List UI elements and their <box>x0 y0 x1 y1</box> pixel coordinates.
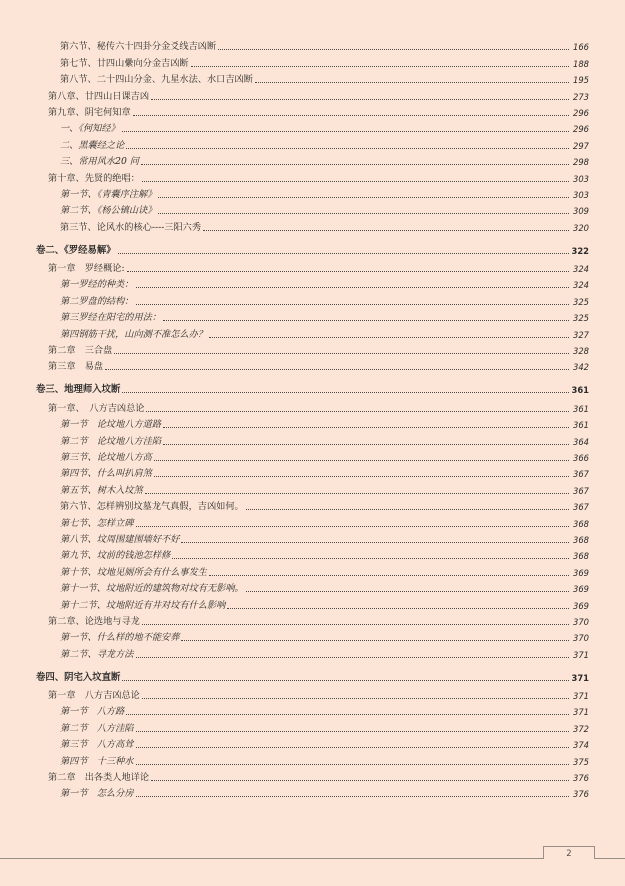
toc-chapter-entry[interactable] <box>36 768 589 784</box>
toc-entry-page: 368 <box>573 551 589 562</box>
toc-entry-title: 第五节、树木入坟煞 <box>60 484 143 496</box>
toc-volume-entry[interactable] <box>36 664 589 684</box>
dot-leader <box>136 303 570 305</box>
page-number: 2 <box>543 846 595 859</box>
toc-entry-title: 第二节、《杨公镇山诀》 <box>60 205 157 217</box>
dot-leader <box>136 730 570 732</box>
dot-leader <box>227 607 569 609</box>
toc-entry-title: 第二章、论选地与寻龙 <box>48 615 140 627</box>
toc-entry-page: 376 <box>573 773 589 784</box>
toc-entry-page: 367 <box>573 502 589 513</box>
toc-entry-page: 303 <box>573 173 589 184</box>
toc-section-entry[interactable] <box>36 431 589 447</box>
toc-entry-title: 第一章、 八方吉凶总论 <box>48 402 145 414</box>
toc-section-entry[interactable] <box>36 37 589 53</box>
toc-entry-title: 二、黑囊经之论 <box>60 139 125 151</box>
dot-leader <box>136 525 570 527</box>
toc-section-entry[interactable] <box>36 291 589 307</box>
toc-chapter-entry[interactable] <box>36 168 589 184</box>
toc-entry-title: 第二章 三合盘 <box>48 345 113 357</box>
toc-chapter-entry[interactable] <box>36 398 589 414</box>
toc-section-entry[interactable] <box>36 530 589 546</box>
toc-entry-page: 371 <box>571 672 589 683</box>
dot-leader <box>126 147 569 149</box>
dot-leader <box>146 410 569 412</box>
toc-section-entry[interactable] <box>36 735 589 751</box>
toc-entry-title: 第一节 八方路 <box>60 706 125 718</box>
toc-entry-title: 第八章、廿四山日课吉凶 <box>48 90 150 102</box>
toc-entry-title: 第九章、阴宅何知章 <box>48 106 131 118</box>
toc-section-entry[interactable] <box>36 185 589 201</box>
toc-entry-page: 375 <box>573 756 589 767</box>
toc-entry-title: 卷三、地理师入坟断 <box>36 384 121 396</box>
toc-entry-page: 368 <box>573 534 589 545</box>
dot-leader <box>181 541 569 543</box>
toc-entry-page: 367 <box>573 469 589 480</box>
dot-leader <box>118 252 569 254</box>
toc-chapter-entry[interactable] <box>36 341 589 357</box>
toc-section-entry[interactable] <box>36 308 589 324</box>
dot-leader <box>122 130 569 132</box>
dot-leader <box>255 81 569 83</box>
dot-leader <box>142 180 569 182</box>
dot-leader <box>136 795 570 797</box>
toc-entry-page: 328 <box>573 346 589 357</box>
dot-leader <box>154 459 569 461</box>
dot-leader <box>154 475 569 477</box>
toc-section-entry[interactable] <box>36 53 589 69</box>
toc-entry-page: 371 <box>573 649 589 660</box>
toc-chapter-entry[interactable] <box>36 357 589 373</box>
toc-entry-page: 303 <box>573 189 589 200</box>
toc-entry-title: 第二罗盘的结构： <box>60 295 134 307</box>
toc-chapter-entry[interactable] <box>36 86 589 102</box>
dot-leader <box>136 763 570 765</box>
toc-entry-page: 369 <box>573 584 589 595</box>
toc-entry-page: 320 <box>573 222 589 233</box>
toc-entry-page: 372 <box>573 723 589 734</box>
toc-entry-title: 第一章 罗经概论: <box>48 263 125 275</box>
toc-section-entry[interactable] <box>36 480 589 496</box>
toc-section-entry[interactable] <box>36 448 589 464</box>
dot-leader <box>145 492 569 494</box>
toc-entry-page: 367 <box>573 485 589 496</box>
toc-entry-page: 297 <box>573 140 589 151</box>
toc-entry-title: 第二节、寻龙方法 <box>60 648 134 660</box>
dot-leader <box>203 229 569 231</box>
toc-entry-title: 第二节 八方洼陷 <box>60 722 134 734</box>
toc-entry-page: 325 <box>573 296 589 307</box>
toc-entry-title: 第一罗经的种类： <box>60 279 134 291</box>
toc-entry-page: 366 <box>573 452 589 463</box>
toc-entry-page: 195 <box>573 75 589 86</box>
toc-section-entry[interactable] <box>36 70 589 86</box>
dot-leader <box>218 48 569 50</box>
dot-leader <box>209 574 569 576</box>
dot-leader <box>122 679 569 681</box>
toc-entry-page: 342 <box>573 362 589 373</box>
toc-entry-title: 第一章 八方吉凶总论 <box>48 690 140 702</box>
toc-section-entry[interactable] <box>36 628 589 644</box>
toc-section-entry[interactable] <box>36 562 589 578</box>
toc-entry-title: 第十一节、坟地附近的建筑物对坟有无影响。 <box>60 583 244 595</box>
toc-entry-title: 第一节、什么样的地不能安葬 <box>60 632 180 644</box>
toc-entry-title: 第三节、论风水的核心----三阳六秀 <box>60 221 202 233</box>
toc-entry-page: 374 <box>573 740 589 751</box>
toc-section-entry[interactable] <box>36 513 589 529</box>
toc-section-entry[interactable] <box>36 152 589 168</box>
toc-entry-title: 第七节、怎样立碑 <box>60 517 134 529</box>
toc-entry-title: 第六节、秘传六十四卦分金爻线吉凶断 <box>60 41 217 53</box>
toc-chapter-entry[interactable] <box>36 612 589 628</box>
toc-entry-page: 361 <box>573 420 589 431</box>
dot-leader <box>127 270 569 272</box>
toc-section-entry[interactable] <box>36 464 589 480</box>
toc-section-entry[interactable] <box>36 595 589 611</box>
toc-entry-title: 第二节 论坟地八方洼陷 <box>60 435 162 447</box>
toc-chapter-entry[interactable] <box>36 259 589 275</box>
toc-entry-page: 370 <box>573 616 589 627</box>
toc-entry-page: 324 <box>573 264 589 275</box>
toc-section-entry[interactable] <box>36 275 589 291</box>
toc-entry-page: 325 <box>573 313 589 324</box>
dot-leader <box>163 443 569 445</box>
footer-rule <box>0 858 625 859</box>
dot-leader <box>141 163 569 165</box>
toc-chapter-entry[interactable] <box>36 103 589 119</box>
toc-entry-title: 一、《何知经》 <box>60 123 120 135</box>
toc-entry-page: 371 <box>573 691 589 702</box>
dot-leader <box>136 286 570 288</box>
toc-entry-page: 376 <box>573 789 589 800</box>
toc-section-entry[interactable] <box>36 546 589 562</box>
dot-leader <box>133 114 569 116</box>
toc-entry-title: 第一节、《青囊序注解》 <box>60 188 157 200</box>
toc-volume-entry[interactable] <box>36 376 589 396</box>
toc-section-entry[interactable] <box>36 415 589 431</box>
toc-entry-title: 第三节、论坟地八方高 <box>60 451 152 463</box>
toc-entry-title: 第二章 出各类人地详论 <box>48 772 150 784</box>
toc-entry-title: 第三节 八方高耸 <box>60 739 134 751</box>
toc-entry-title: 第四节 十三种水 <box>60 755 134 767</box>
toc-entry-page: 369 <box>573 567 589 578</box>
toc-entry-title: 第一节 怎么分房 <box>60 788 134 800</box>
dot-leader <box>209 336 569 338</box>
toc-section-entry[interactable] <box>36 718 589 734</box>
toc-entry-title: 三、常用风水20 问 <box>60 156 139 168</box>
toc-entry-title: 第六节、怎样辨别坟墓龙气真假，吉凶如何。 <box>60 501 244 513</box>
toc-entry-page: 361 <box>573 403 589 414</box>
toc-section-entry[interactable] <box>36 644 589 660</box>
toc-entry-page: 324 <box>573 280 589 291</box>
toc-section-entry[interactable] <box>36 702 589 718</box>
toc-entry-page: 364 <box>573 436 589 447</box>
toc-entry-page: 327 <box>573 329 589 340</box>
toc-entry-page: 370 <box>573 633 589 644</box>
toc-section-entry[interactable] <box>36 751 589 767</box>
table-of-contents <box>36 37 589 800</box>
toc-entry-page: 188 <box>573 58 589 69</box>
toc-entry-page: 273 <box>573 91 589 102</box>
dot-leader <box>136 746 570 748</box>
dot-leader <box>181 639 569 641</box>
toc-entry-page: 296 <box>573 124 589 135</box>
dot-leader <box>158 212 569 214</box>
dot-leader <box>151 779 569 781</box>
toc-entry-title: 第三章 易盘 <box>48 361 104 373</box>
dot-leader <box>142 697 569 699</box>
dot-leader <box>246 508 569 510</box>
toc-entry-title: 第八节、二十四山分金、九星水法、水口吉凶断 <box>60 74 253 86</box>
dot-leader <box>142 623 569 625</box>
toc-entry-title: 第七节、廿四山纍向分金吉凶断 <box>60 57 189 69</box>
dot-leader <box>172 557 569 559</box>
toc-entry-title: 第一节 论坟地八方道路 <box>60 419 162 431</box>
dot-leader <box>126 713 569 715</box>
toc-entry-page: 322 <box>571 245 589 256</box>
toc-entry-page: 371 <box>573 707 589 718</box>
toc-section-entry[interactable] <box>36 217 589 233</box>
dot-leader <box>122 391 569 393</box>
toc-entry-page: 361 <box>571 385 589 396</box>
toc-section-entry[interactable] <box>36 784 589 800</box>
toc-entry-title: 第十二节、坟地附近有井对坟有什么影响 <box>60 599 226 611</box>
toc-volume-entry[interactable] <box>36 237 589 257</box>
toc-entry-page: 296 <box>573 107 589 118</box>
toc-entry-title: 第八节、坟周围建围墙好不好 <box>60 533 180 545</box>
toc-entry-title: 第四节、什么叫扒肩煞 <box>60 468 152 480</box>
dot-leader <box>151 98 569 100</box>
toc-section-entry[interactable] <box>36 135 589 151</box>
dot-leader <box>163 426 569 428</box>
toc-section-entry[interactable] <box>36 119 589 135</box>
dot-leader <box>136 656 570 658</box>
dot-leader <box>246 590 569 592</box>
toc-entry-page: 368 <box>573 518 589 529</box>
toc-entry-title: 卷四、阴宅入坟直断 <box>36 671 121 683</box>
toc-entry-title: 第九节、坟前的钱池怎样修 <box>60 550 171 562</box>
toc-entry-page: 369 <box>573 600 589 611</box>
toc-entry-title: 第四钢筋干扰，山向测不准怎么办？ <box>60 328 207 340</box>
dot-leader <box>191 65 569 67</box>
dot-leader <box>163 319 569 321</box>
toc-chapter-entry[interactable] <box>36 686 589 702</box>
dot-leader <box>158 196 569 198</box>
toc-entry-page: 309 <box>573 206 589 217</box>
toc-section-entry[interactable] <box>36 201 589 217</box>
toc-entry-title: 第三罗经在阳宅的用法： <box>60 312 162 324</box>
toc-section-entry[interactable] <box>36 324 589 340</box>
dot-leader <box>114 352 569 354</box>
toc-entry-title: 第十节、坟地见厕所会有什么事发生 <box>60 566 207 578</box>
toc-section-entry[interactable] <box>36 579 589 595</box>
toc-entry-title: 卷二、《罗经易解》 <box>36 244 116 256</box>
toc-entry-page: 166 <box>573 42 589 53</box>
toc-section-entry[interactable] <box>36 497 589 513</box>
toc-entry-title: 第十章、先贤的绝唱： <box>48 172 140 184</box>
dot-leader <box>105 368 569 370</box>
toc-entry-page: 298 <box>573 157 589 168</box>
